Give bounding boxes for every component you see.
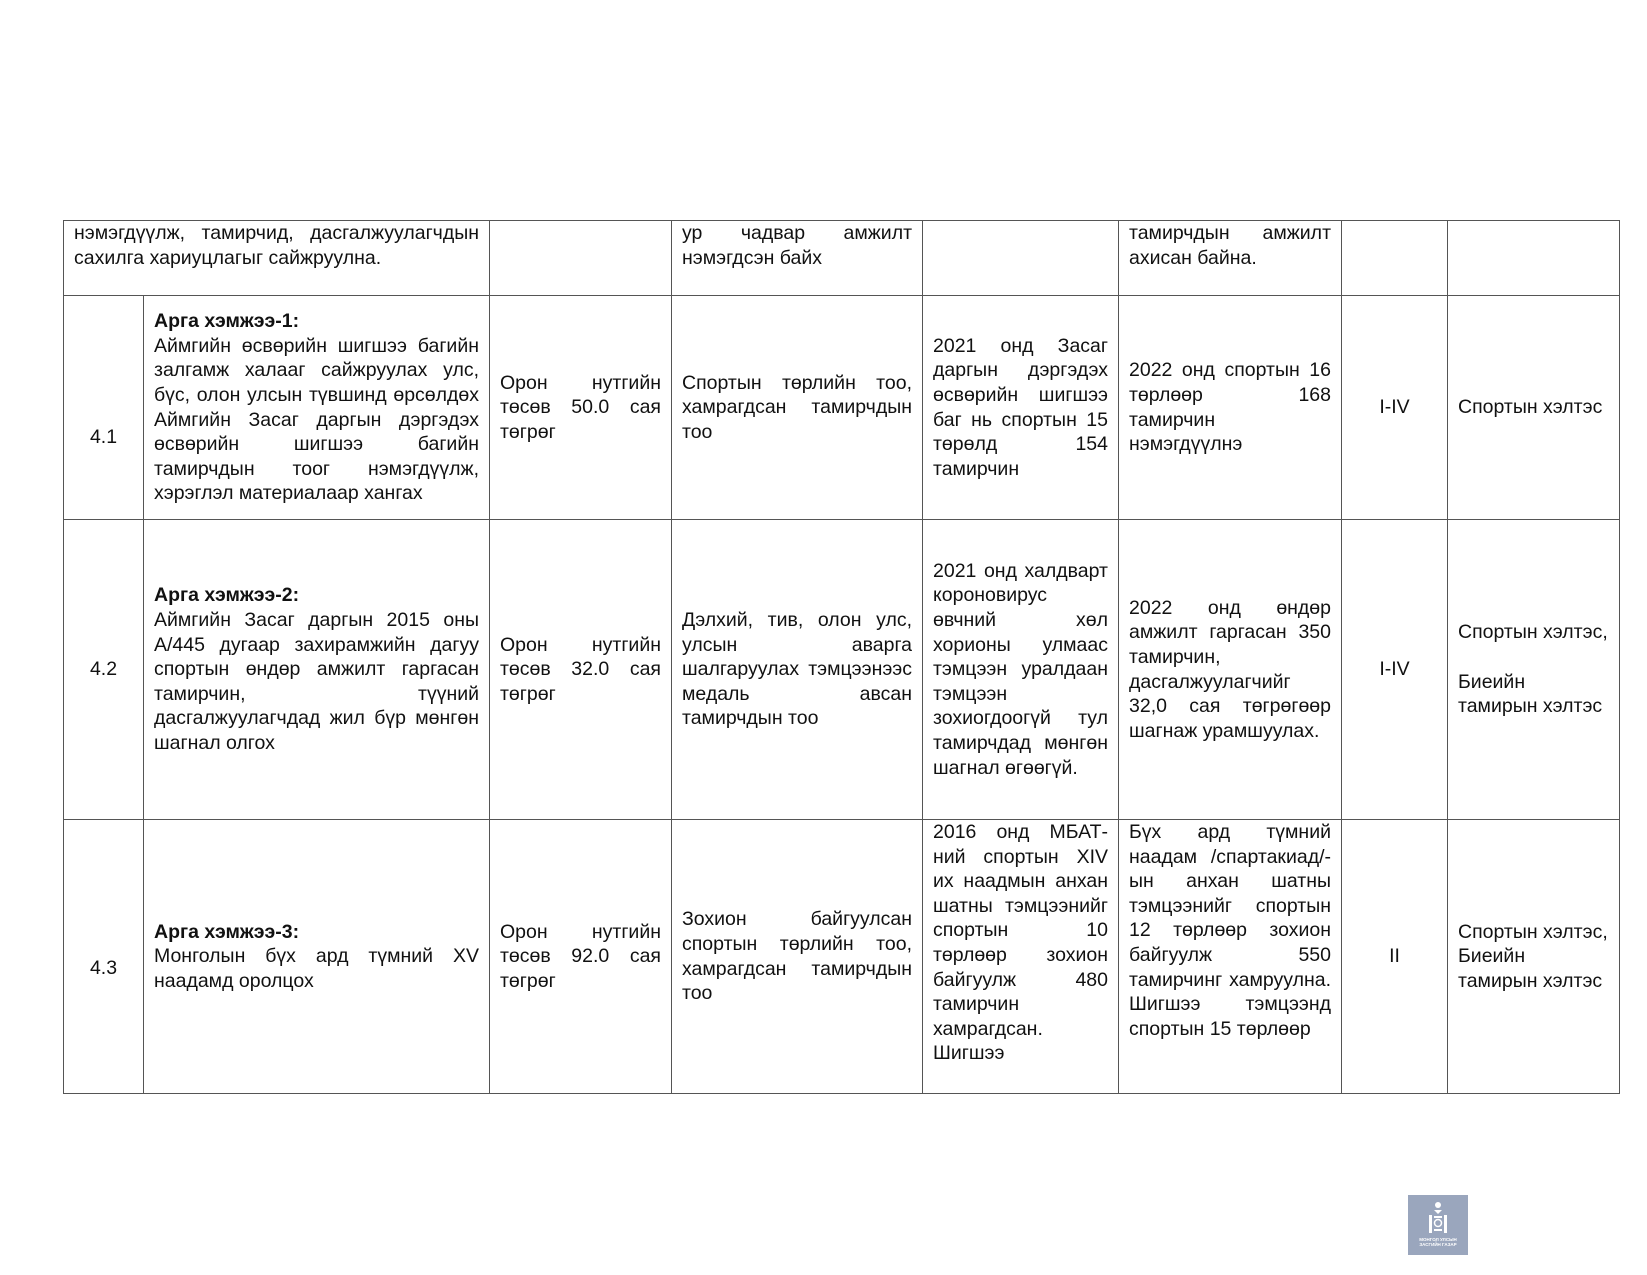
indicator-text: Зохион байгуулсан спортын төрлийн тоо, хамрагдсан тамирчдын тоо bbox=[682, 908, 912, 1005]
baseline-cell bbox=[923, 820, 1119, 1094]
target-cell bbox=[1119, 221, 1342, 296]
target-text: 2022 онд спортын 16 төрлөөр 168 тамирчин нэмэгдүүлнэ bbox=[1129, 359, 1331, 456]
government-logo bbox=[1408, 1195, 1468, 1255]
action-cell bbox=[144, 296, 490, 520]
indicator-text: ур чадвар амжилт нэмэгдсэн байх bbox=[682, 222, 912, 269]
indicator-text: Дэлхий, тив, олон улс, улсын аварга шалгаруулах тэмцээнээс медаль авсан тамирчдын тоо bbox=[682, 609, 912, 730]
budget-cell bbox=[490, 221, 672, 296]
responsible-cell bbox=[1448, 296, 1620, 520]
action-text: Аймгийн Засаг даргын 2015 оны А/445 дугаар захирамжийн дагуу спортын өндөр амжилт гаргасан тамирчин, түүний дасгалжуулагчдад жил бүр мөнгөн шагнал олгох bbox=[154, 609, 479, 754]
responsible-cell bbox=[1448, 520, 1620, 820]
responsible-text: Спортын хэлтэс, bbox=[1458, 621, 1608, 644]
indicator-text: Спортын төрлийн тоо, хамрагдсан тамирчдын тоо bbox=[682, 371, 912, 443]
target-text: 2022 онд өндөр амжилт гаргасан 350 тамирчин, дасгалжуулагчийг 32,0 сая төгрөгөөр шагнаж урамшуулах. bbox=[1129, 596, 1331, 742]
budget-text: Орон нутгийн төсөв 50.0 сая төгрөг bbox=[500, 371, 661, 443]
indicator-cell bbox=[672, 221, 923, 296]
baseline-cell bbox=[923, 296, 1119, 520]
action-text: Монголын бүх ард түмний XV наадамд оролцох bbox=[154, 945, 479, 992]
responsible-text-2: Биеийн тамирын хэлтэс bbox=[1458, 670, 1603, 718]
indicator-cell bbox=[672, 520, 923, 820]
action-cell bbox=[144, 520, 490, 820]
responsible-cell bbox=[1448, 221, 1620, 296]
action-text: нэмэгдүүлж, тамирчид, дасгалжуулагчдын сахилга хариуцлагыг сайжруулна. bbox=[74, 222, 479, 269]
period-cell: II bbox=[1342, 820, 1448, 1094]
baseline-cell bbox=[923, 221, 1119, 296]
action-title: Арга хэмжээ-1: bbox=[154, 310, 300, 333]
indicator-cell bbox=[672, 296, 923, 520]
soyombo-emblem-icon bbox=[1427, 1201, 1449, 1235]
table-row bbox=[64, 221, 1620, 296]
row-number: 4.1 bbox=[64, 296, 144, 520]
budget-cell bbox=[490, 296, 672, 520]
table-row bbox=[64, 296, 1620, 520]
target-cell bbox=[1119, 520, 1342, 820]
spacer bbox=[1458, 645, 1609, 670]
baseline-text: 2021 онд халдварт короновирус өвчний хөл хорионы улмаас тэмцээн уралдаан тэмцээн зохиогдоогүй тул тамирчдад мөнгөн шагнал өгөөгүй. bbox=[933, 559, 1108, 779]
baseline-text: 2021 онд Засаг даргын дэргэдэх өсвөрийн шигшээ баг нь спортын 15 төрөлд 154 тамирчин bbox=[933, 334, 1108, 480]
target-cell bbox=[1119, 296, 1342, 520]
period-cell bbox=[1342, 221, 1448, 296]
activity-table bbox=[63, 220, 1620, 1094]
table-row bbox=[64, 520, 1620, 820]
indicator-cell bbox=[672, 820, 923, 1094]
action-text: Аймгийн өсвөрийн шигшээ багийн залгамж халааг сайжруулах улс, бүс, олон улсын түвшинд өрсөлдөх Аймгийн Засаг даргын дэргэдэх өсвөрийн шигшээ багийн тамирчдын тоог нэмэгдүүлж, хэрэглэл материалаар хангах bbox=[154, 334, 479, 505]
row-number: 4.3 bbox=[64, 820, 144, 1094]
responsible-text: Спортын хэлтэс bbox=[1458, 396, 1603, 419]
period-cell: I-IV bbox=[1342, 520, 1448, 820]
row-number: 4.2 bbox=[64, 520, 144, 820]
budget-text: Орон нутгийн төсөв 32.0 сая төгрөг bbox=[500, 633, 661, 705]
target-text: Бүх ард түмний наадам /спартакиад/-ын анхан шатны тэмцээнийг спортын 12 төрлөөр зохион байгуулж 550 тамирчинг хамруулна. Шигшээ тэмцээнд спортын 15 төрлөөр bbox=[1129, 821, 1331, 1040]
responsible-text: Спортын хэлтэс, Биеийн тамирын хэлтэс bbox=[1458, 920, 1608, 992]
responsible-cell bbox=[1448, 820, 1620, 1094]
action-cell bbox=[64, 221, 490, 296]
budget-cell bbox=[490, 520, 672, 820]
target-cell bbox=[1119, 820, 1342, 1094]
budget-text: Орон нутгийн төсөв 92.0 сая төгрөг bbox=[500, 920, 661, 992]
budget-cell bbox=[490, 820, 672, 1094]
action-title: Арга хэмжээ-2: bbox=[154, 584, 300, 607]
action-title: Арга хэмжээ-3: bbox=[154, 920, 300, 943]
logo-text: МОНГОЛ УЛСЫН ЗАСГИЙН ГАЗАР bbox=[1419, 1237, 1457, 1247]
target-text: тамирчдын амжилт ахисан байна. bbox=[1129, 222, 1331, 269]
table-row bbox=[64, 820, 1620, 1094]
period-cell: I-IV bbox=[1342, 296, 1448, 520]
action-cell bbox=[144, 820, 490, 1094]
baseline-cell bbox=[923, 520, 1119, 820]
baseline-text: 2016 онд МБАТ-ний спортын XIV их наадмын анхан шатны тэмцээнийг спортын 10 төрлөөр зохион байгуулж 480 тамирчин хамрагдсан. Шигшээ bbox=[933, 821, 1108, 1065]
